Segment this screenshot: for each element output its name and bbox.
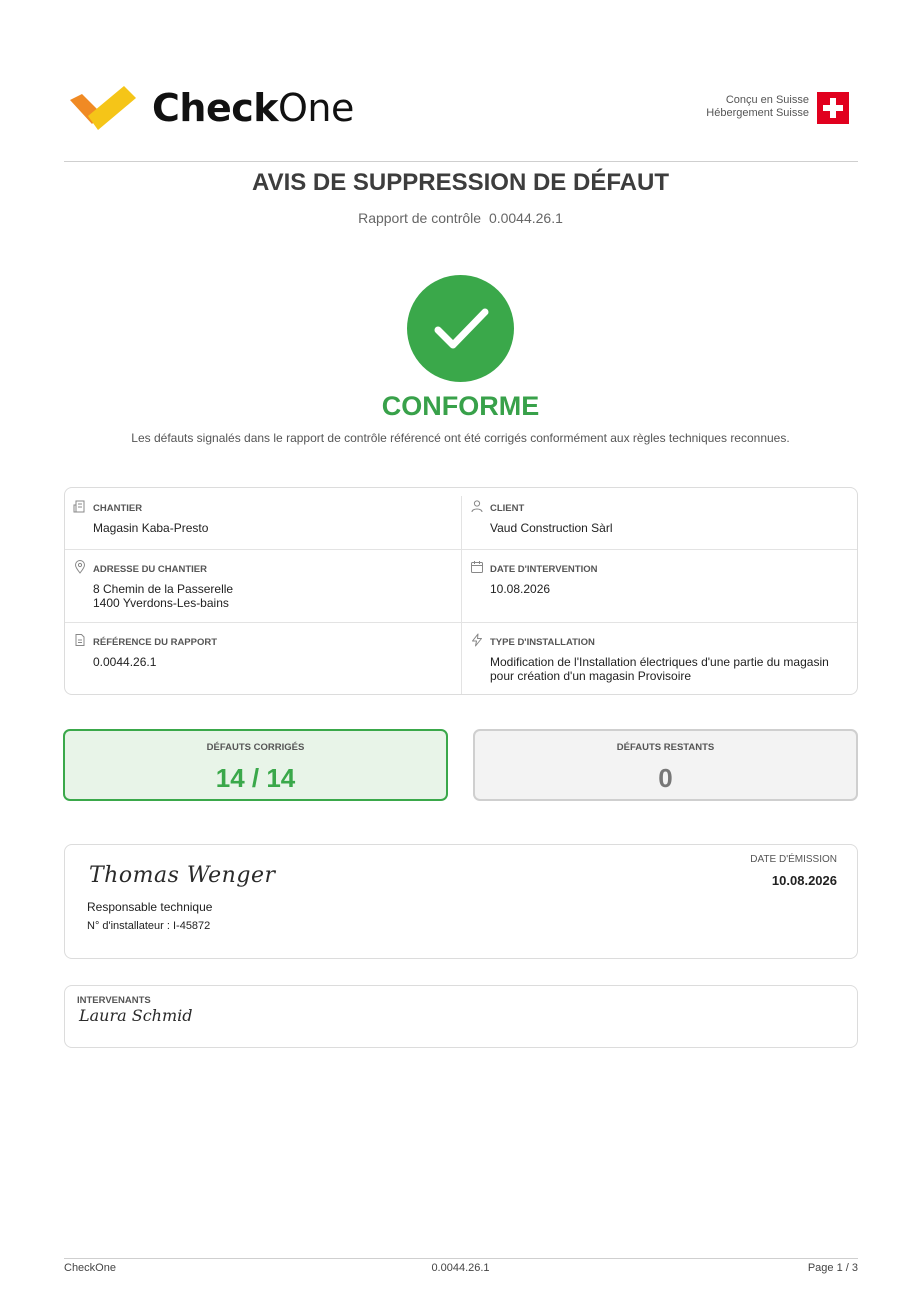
stat-defauts-corriges [63,729,448,801]
info-label: TYPE D'INSTALLATION [490,637,595,648]
swiss-text [706,94,809,120]
checkmark-success-icon [407,275,514,382]
status-label: CONFORME [381,391,540,421]
info-value: 0.0044.26.1 [93,655,157,669]
footer-reference: 0.0044.26.1 [431,1262,490,1274]
footer-divider [64,1258,858,1259]
signer-role: Responsable technique [87,900,213,914]
checkone-logo [68,84,368,132]
footer-page-number: Page 1 / 3 [807,1262,858,1274]
document-icon [73,633,87,647]
info-value: Vaud Construction Sàrl [490,521,613,535]
signature-handwritten: Thomas Wenger [89,863,276,888]
info-value [490,655,829,683]
info-label: RÉFÉRENCE DU RAPPORT [93,637,218,648]
address-line-1: 8 Chemin de la Passerelle [93,582,234,596]
stat-value: 0 [658,763,673,793]
info-adresse [65,549,461,622]
user-icon [470,499,484,513]
signature-card [64,844,858,959]
address-line-2: 1400 Yverdons-Les-bains [93,596,229,610]
site-info-card [64,487,858,695]
stat-label: DÉFAUTS RESTANTS [616,742,715,753]
info-chantier [65,488,461,549]
intervenant-signature: Laura Schmid [79,1006,193,1025]
footer-brand: CheckOne [64,1262,116,1274]
status-description: Les défauts signalés dans le rapport de contrôle référencé ont été corrigés conformément aux règles techniques reconnues. [131,431,790,445]
info-value [93,582,233,610]
emission-date-label: DATE D'ÉMISSION [750,854,837,865]
stat-label: DÉFAUTS CORRIGÉS [206,742,305,753]
info-value: 10.08.2026 [490,582,551,596]
location-pin-icon [73,560,87,574]
document-title: AVIS DE SUPPRESSION DE DÉFAUT [252,169,669,196]
info-reference [65,622,461,695]
lightning-icon [470,633,484,647]
info-client [462,488,858,549]
intervenants-label: INTERVENANTS [77,995,151,1006]
info-label: DATE D'INTERVENTION [490,564,598,575]
info-date-intervention [462,549,858,622]
swiss-line-hosting: Hébergement Suisse [706,107,809,119]
building-icon [73,499,87,513]
header-divider [64,161,858,162]
document-subtitle [0,210,921,226]
info-label: CHANTIER [93,503,143,514]
installer-number: N° d'installateur : I-45872 [87,920,211,932]
installation-line-1: Modification de l'Installation électriques d'une partie du magasin [490,655,829,669]
info-label: CLIENT [490,503,525,514]
info-value: Magasin Kaba-Presto [93,521,209,535]
subtitle-reference: 0.0044.26.1 [488,210,563,226]
subtitle-label: Rapport de contrôle [358,210,482,226]
info-label: ADRESSE DU CHANTIER [93,564,208,575]
calendar-icon [470,560,484,574]
swiss-flag-icon [817,92,849,124]
emission-date-value: 10.08.2026 [771,873,837,888]
info-type-installation [462,622,858,695]
checkone-logo-mark-icon [68,84,138,132]
installation-line-2: pour création d'un magasin Provisoire [490,669,692,683]
logo-wordmark: CheckOne [152,86,354,130]
swiss-line-designed: Conçu en Suisse [725,94,809,106]
stat-defauts-restants [473,729,858,801]
intervenants-card [64,985,858,1048]
stat-value: 14 / 14 [215,763,296,793]
